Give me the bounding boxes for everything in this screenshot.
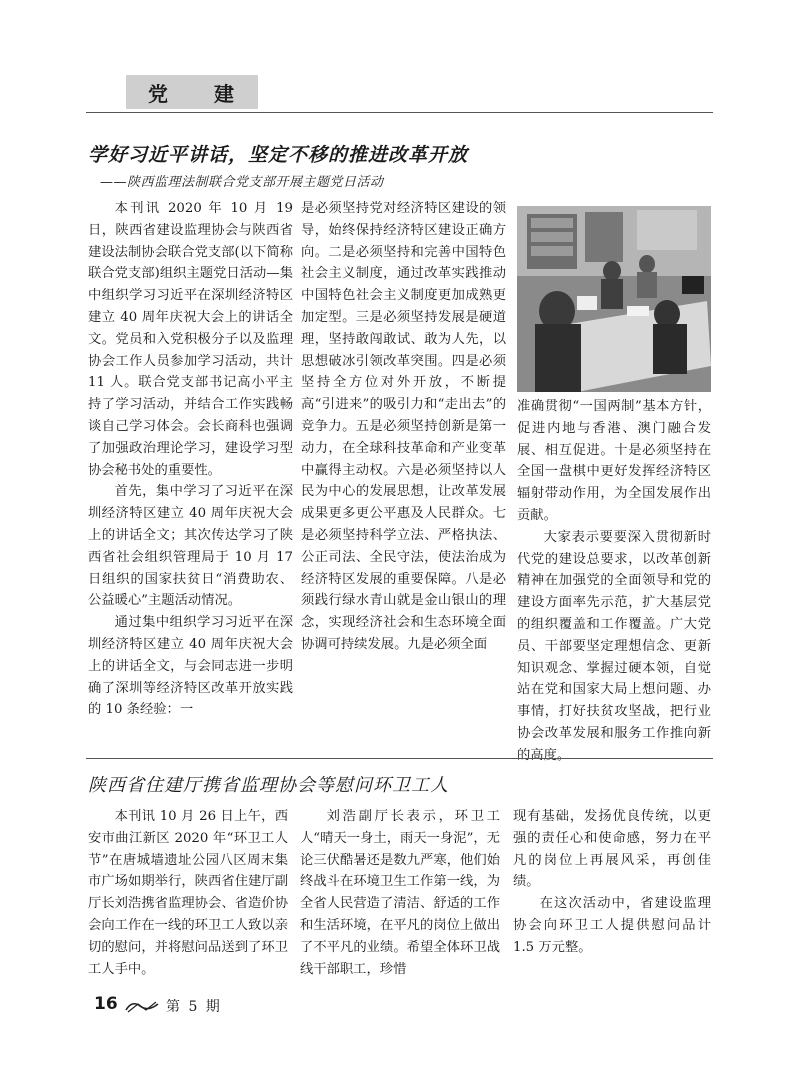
article2-column-1 bbox=[88, 806, 288, 980]
paragraph: 现有基础，发扬优良传统，以更强的责任心和使命感，努力在平凡的岗位上再展风采，再创佳绩。 bbox=[513, 809, 711, 890]
issue-label: 第 5 期 bbox=[166, 999, 222, 1015]
article1-column-2 bbox=[301, 198, 506, 656]
section-tab bbox=[126, 75, 258, 109]
article2-column-2 bbox=[300, 806, 500, 980]
section-char-1: 党 bbox=[148, 81, 170, 106]
page-number: 16 bbox=[94, 994, 118, 1014]
magazine-logo-icon bbox=[124, 998, 160, 1014]
section-char-2: 建 bbox=[214, 81, 236, 106]
paragraph: 本刊讯 2020 年 10 月 19 日，陕西省建设监理协会与陕西省建设法制协会联合党支部(以下简称联合党支部)组织主题党日活动—集中组织学习习近平在深圳经济特区建立 40 周年庆祝大会上的讲话全文。党员和入党积极分子以及监理协会工作人员参加学习活动，共计 11 人。联合党支部书记高小平主持了学习活动，并结合工作实践畅谈自己学习体会。会长商科也强调了加强政治理论学习，建设学习型协会秘书处的重要性。 bbox=[88, 201, 293, 478]
article1-column-1 bbox=[88, 198, 293, 721]
paragraph: 刘浩副厅长表示，环卫工人“晴天一身土，雨天一身泥”，无论三伏酷暑还是数九严寒，他们始终战斗在环境卫生工作第一线，为全省人民营造了清洁、舒适的工作和生活环境，在平凡的岗位上做出了不平凡的业绩。希望全体环卫战线干部职工，珍惜 bbox=[300, 809, 500, 977]
paragraph: 通过集中组织学习习近平在深圳经济特区建立 40 周年庆祝大会上的讲话全文，与会同志进一步明确了深圳等经济特区改革开放实践的 10 条经验：一 bbox=[88, 615, 293, 718]
article1-column-3 bbox=[517, 396, 711, 767]
paragraph: 首先，集中学习了习近平在深圳经济特区建立 40 周年庆祝大会上的讲话全文；其次传达学习了陕西省社会组织管理局于 10 月 17 日组织的国家扶贫日“消费助农、公益暖心”主题活动情况。 bbox=[88, 484, 293, 609]
article2-title: 陕西省住建厅携省监理协会等慰问环卫工人 bbox=[88, 775, 449, 796]
meeting-photo bbox=[517, 206, 711, 392]
article2-column-3 bbox=[513, 806, 711, 959]
meeting-photo-image bbox=[517, 206, 711, 392]
paragraph: 大家表示要要深入贯彻新时代党的建设总要求，以改革创新精神在加强党的全面领导和党的建设方面率先示范，扩大基层党的组织覆盖和工作覆盖。广大党员、干部要坚定理想信念、更新知识观念、掌握过硬本领，自觉站在党和国家大局上想问题、办事情，打好扶贫攻坚战，把行业协会改革发展和服务工作推向新的高度。 bbox=[517, 529, 711, 763]
section-divider bbox=[86, 758, 713, 759]
article1-subtitle: ——陕西监理法制联合党支部开展主题党日活动 bbox=[100, 175, 384, 190]
paragraph: 在这次活动中，省建设监理协会向环卫工人提供慰问品计 1.5 万元整。 bbox=[513, 896, 711, 955]
paragraph: 准确贯彻“一国两制”基本方针，促进内地与香港、澳门融合发展、相互促进。十是必须坚持在全国一盘棋中更好发挥经济特区辐射带动作用，为全国发展作出贡献。 bbox=[517, 399, 711, 523]
header-rule bbox=[86, 112, 713, 113]
article1-title: 学好习近平讲话，坚定不移的推进改革开放 bbox=[88, 144, 469, 166]
paragraph: 本刊讯 10 月 26 日上午，西安市曲江新区 2020 年“环卫工人节”在唐城墙遗址公园八区周末集市广场如期举行，陕西省住建厅副厅长刘浩携省监理协会、省造价协会向工作在一线的环卫工人致以亲切的慰问，并将慰问品送到了环卫工人手中。 bbox=[88, 809, 288, 977]
paragraph: 是必须坚持党对经济特区建设的领导，始终保持经济特区建设正确方向。二是必须坚持和完善中国特色社会主义制度，通过改革实践推动中国特色社会主义制度更加成熟更加定型。三是必须坚持发展是硬道理，坚持敢闯敢试、敢为人先，以思想破冰引领改革突围。四是必须坚持全方位对外开放，不断提高“引进来”的吸引力和“走出去”的竞争力。五是必须坚持创新是第一动力，在全球科技革命和产业变革中赢得主动权。六是必须坚持以人民为中心的发展思想，让改革发展成果更多更公平惠及人民群众。七是必须坚持科学立法、严格执法、公正司法、全民守法，使法治成为经济特区发展的重要保障。八是必须践行绿水青山就是金山银山的理念，实现经济社会和生态环境全面协调可持续发展。九是必须全面 bbox=[301, 201, 506, 652]
